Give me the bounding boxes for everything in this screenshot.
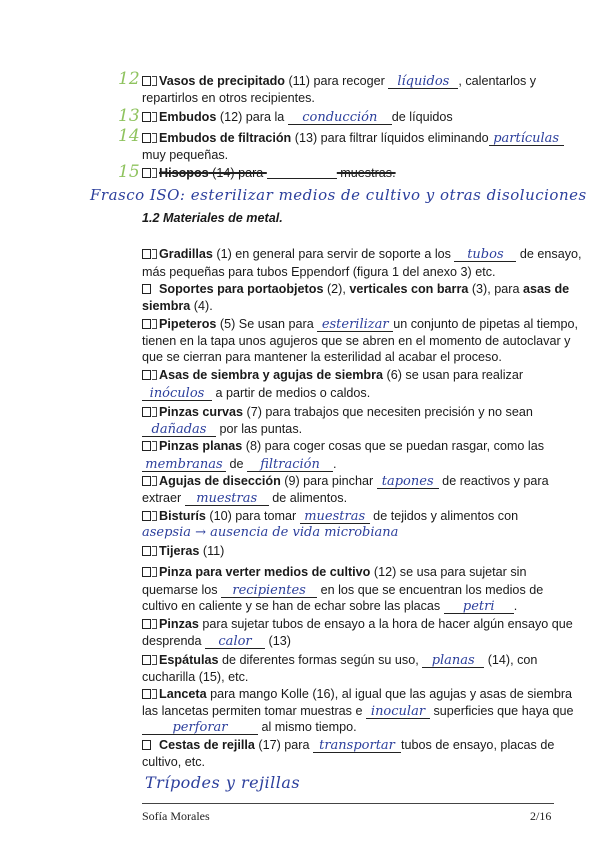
item-label: Pinzas planas [159, 439, 243, 453]
item-continuation [142, 703, 574, 719]
item-label: verticales con barra [349, 282, 469, 296]
item-soportes [142, 281, 569, 297]
item-label: Embudos de filtración [159, 131, 292, 145]
item-label: Agujas de disección [159, 474, 281, 488]
checkbox [142, 76, 151, 86]
item-continuation: repartirlos en otros recipientes. [142, 91, 315, 105]
item-text: (4). [190, 299, 213, 313]
item-text: tubos de ensayo, placas de [401, 738, 555, 752]
checkbox [142, 133, 151, 143]
item-pinzas-planas [142, 438, 544, 454]
handwritten-answer: inóculos [149, 386, 205, 401]
item-text: (9) para pinchar [280, 474, 377, 488]
checkbox [142, 407, 151, 417]
fill-blank [205, 635, 265, 649]
checkbox [142, 740, 151, 750]
item-pinzas-curvas [142, 404, 533, 420]
item-label: asas de [522, 282, 570, 296]
item-text: . [333, 457, 337, 471]
checkbox [152, 511, 157, 521]
checkbox [152, 249, 157, 259]
item-label: Asas de siembra y agujas de siembra [159, 368, 384, 382]
item-label: Hisopos [159, 166, 209, 180]
item-tijeras [142, 543, 224, 559]
checkbox [152, 76, 157, 86]
handwritten-answer: tubos [467, 247, 504, 262]
item-text: (10) para tomar [205, 509, 300, 523]
item-text: de reactivos y para [438, 474, 549, 488]
item-text: quemarse los [142, 583, 222, 597]
item-text: (12) para la [216, 110, 288, 124]
item-continuation [142, 524, 398, 541]
item-text: (6) se usan para realizar [383, 368, 524, 382]
fill-blank [267, 165, 337, 179]
handwritten-answer: muestras [304, 509, 366, 524]
fill-blank [317, 318, 393, 332]
item-label: Gradillas [159, 247, 213, 261]
checkbox [142, 546, 151, 556]
checkbox [152, 689, 157, 699]
item-continuation [142, 633, 291, 649]
fill-blank [142, 458, 226, 472]
fill-blank [377, 475, 439, 489]
checkbox [142, 168, 151, 178]
item-text: (5) Se usan para [216, 317, 318, 331]
handwritten-answer: recipientes [232, 583, 306, 598]
margin-number-12: 12 [118, 69, 140, 89]
item-continuation [142, 298, 213, 314]
item-text: (11) para recoger [284, 74, 389, 88]
item-text: de líquidos [391, 110, 453, 124]
item-label: Pinzas curvas [159, 405, 244, 419]
item-text: las lancetas permiten tomar muestras e [142, 704, 366, 718]
margin-number-15: 15 [118, 162, 140, 182]
item-hisopos [142, 165, 396, 181]
item-asas-siembra [142, 367, 523, 383]
item-text: a partir de medios o caldos. [212, 386, 371, 400]
item-text: desprenda [142, 634, 206, 648]
handwritten-answer: muestras [196, 491, 258, 506]
item-label: Bisturís [159, 509, 206, 523]
item-continuation: cucharilla (15), etc. [142, 670, 249, 684]
checkbox [142, 689, 151, 699]
checkbox [152, 567, 157, 577]
fill-blank [422, 654, 484, 668]
item-vasos-precipitado [142, 73, 536, 89]
item-text: de alimentos. [268, 491, 348, 505]
item-continuation [142, 385, 370, 401]
checkbox [152, 284, 157, 294]
margin-number-13: 13 [118, 106, 140, 126]
item-label: Pinza para verter medios de cultivo [159, 565, 371, 579]
fill-blank [300, 510, 370, 524]
fill-blank [313, 739, 401, 753]
handwritten-answer: planas [431, 653, 475, 668]
handwritten-answer: perforar [172, 720, 228, 735]
item-text: (1) en general para servir de soporte a los [212, 247, 455, 261]
handwritten-answer: inocular [370, 704, 426, 719]
item-text: un conjunto de pipetas al tiempo, [393, 317, 579, 331]
item-text: (2), [323, 282, 350, 296]
handwritten-note-tripodes: Trípodes y rejillas [145, 773, 301, 792]
checkbox [142, 370, 151, 380]
item-text: (8) para coger cosas que se puedan rasgar, como las [242, 439, 545, 453]
fill-blank [489, 132, 564, 146]
checkbox [152, 619, 157, 629]
footer-author: Sofía Morales [142, 809, 210, 823]
checkbox [152, 319, 157, 329]
fill-blank [185, 492, 269, 506]
item-label: Pipeteros [159, 317, 217, 331]
item-text: de ensayo, [516, 247, 582, 261]
item-label: Lanceta [159, 687, 207, 701]
handwritten-answer: dañadas [151, 422, 207, 437]
handwritten-answer: líquidos [397, 74, 450, 89]
handwritten-answer: tapones [381, 474, 434, 489]
item-bisturis [142, 508, 518, 524]
checkbox [152, 655, 157, 665]
checkbox [152, 441, 157, 451]
item-text: en los que se encuentran los medios de [317, 583, 544, 597]
item-pipeteros [142, 316, 578, 332]
item-text: por las puntas. [216, 422, 303, 436]
fill-blank [388, 75, 458, 89]
item-continuation [142, 456, 337, 472]
item-pinza-verter [142, 564, 526, 580]
handwritten-note-asepsia: asepsia → ausencia de vida microbiana [142, 525, 399, 540]
item-text: (17) para [254, 738, 314, 752]
section-title: 1.2 Materiales de metal. [142, 211, 283, 225]
item-continuation: muy pequeñas. [142, 148, 229, 162]
fill-blank [142, 387, 212, 401]
handwritten-answer: transportar [319, 738, 395, 753]
item-label: Pinzas [159, 617, 199, 631]
checkbox [152, 546, 157, 556]
item-cestas-rejilla [142, 737, 554, 753]
checkbox [152, 133, 157, 143]
item-text: (3), para [468, 282, 523, 296]
item-continuation [142, 582, 543, 598]
fill-blank [142, 721, 258, 735]
item-continuation: que se cierran para mantener la esterilidad al acabar el proceso. [142, 350, 502, 364]
checkbox [142, 249, 151, 259]
item-lanceta [142, 686, 572, 702]
handwritten-answer: filtración [260, 457, 320, 472]
fill-blank [221, 584, 317, 598]
handwritten-note-frasco: Frasco ISO: esterilizar medios de cultivo y otras disoluciones [90, 186, 587, 204]
margin-number-14: 14 [118, 126, 140, 146]
item-label: Espátulas [159, 653, 219, 667]
checkbox [152, 407, 157, 417]
handwritten-answer: calor [218, 634, 252, 649]
item-pinzas [142, 616, 573, 632]
checkbox [142, 319, 151, 329]
item-text: de diferentes formas según su uso, [218, 653, 423, 667]
item-text: (7) para trabajos que necesiten precisión y no sean [243, 405, 533, 419]
fill-blank [444, 600, 514, 614]
checkbox [142, 655, 151, 665]
item-text: para mango Kolle (16), al igual que las agujas y asas de siembra [206, 687, 573, 701]
item-label: Cestas de rejilla [159, 738, 255, 752]
fill-blank [454, 248, 516, 262]
item-embudos-filtracion [142, 130, 564, 146]
handwritten-answer: petri [462, 599, 495, 614]
fill-blank [247, 458, 333, 472]
item-text: de [226, 457, 248, 471]
item-continuation: cultivo, etc. [142, 755, 205, 769]
item-text: . [513, 599, 518, 613]
item-embudos [142, 109, 453, 125]
checkbox [142, 619, 151, 629]
item-text: superficies que haya que [429, 704, 574, 718]
checkbox [142, 511, 151, 521]
handwritten-answer: conducción [302, 110, 378, 125]
item-label: Embudos [159, 110, 217, 124]
item-text: extraer [142, 491, 185, 505]
fill-blank [366, 705, 430, 719]
footer-divider [142, 803, 554, 804]
item-continuation [142, 719, 357, 735]
item-text: de tejidos y alimentos con [369, 509, 519, 523]
page-number: 2/16 [530, 809, 552, 823]
item-text: , calentarlos y [458, 74, 537, 88]
item-continuation [142, 490, 347, 506]
item-text: al mismo tiempo. [258, 720, 357, 734]
item-text: (14), con [484, 653, 538, 667]
checkbox [142, 441, 151, 451]
checkbox [152, 112, 157, 122]
item-text: (13) para filtrar líquidos eliminando [291, 131, 489, 145]
item-continuation [142, 421, 302, 437]
item-label: Vasos de precipitado [159, 74, 285, 88]
item-text: (13) [265, 634, 291, 648]
fill-blank [288, 111, 392, 125]
handwritten-answer: partículas [493, 131, 560, 146]
checkbox [152, 370, 157, 380]
item-continuation [142, 598, 517, 614]
item-continuation: más pequeñas para tubos Eppendorf (figura 1 del anexo 3) etc. [142, 265, 496, 279]
item-text: cultivo en caliente y se han de echar sobre las placas [142, 599, 444, 613]
item-text: (14) para [208, 166, 267, 180]
item-label: siembra [142, 299, 191, 313]
checkbox [152, 476, 157, 486]
checkbox [152, 168, 157, 178]
item-label: Tijeras [159, 544, 200, 558]
checkbox [142, 476, 151, 486]
handwritten-answer: esterilizar [321, 317, 389, 332]
fill-blank [142, 423, 216, 437]
item-continuation: tienen en la tapa unos agujeros que se abren en el momento de autoclavar y [142, 334, 571, 348]
item-text: muestras. [336, 166, 396, 180]
handwritten-answer: membranas [145, 457, 223, 472]
item-label: Soportes para portaobjetos [159, 282, 324, 296]
item-text: (11) [199, 544, 225, 558]
item-text: (12) se usa para sujetar sin [370, 565, 527, 579]
checkbox [152, 740, 157, 750]
item-text: para sujetar tubos de ensayo a la hora de hacer algún ensayo que [198, 617, 573, 631]
item-espatulas [142, 652, 537, 668]
checkbox [142, 567, 151, 577]
item-agujas-diseccion [142, 473, 549, 489]
checkbox [142, 284, 151, 294]
checkbox [142, 112, 151, 122]
item-gradillas [142, 246, 582, 262]
